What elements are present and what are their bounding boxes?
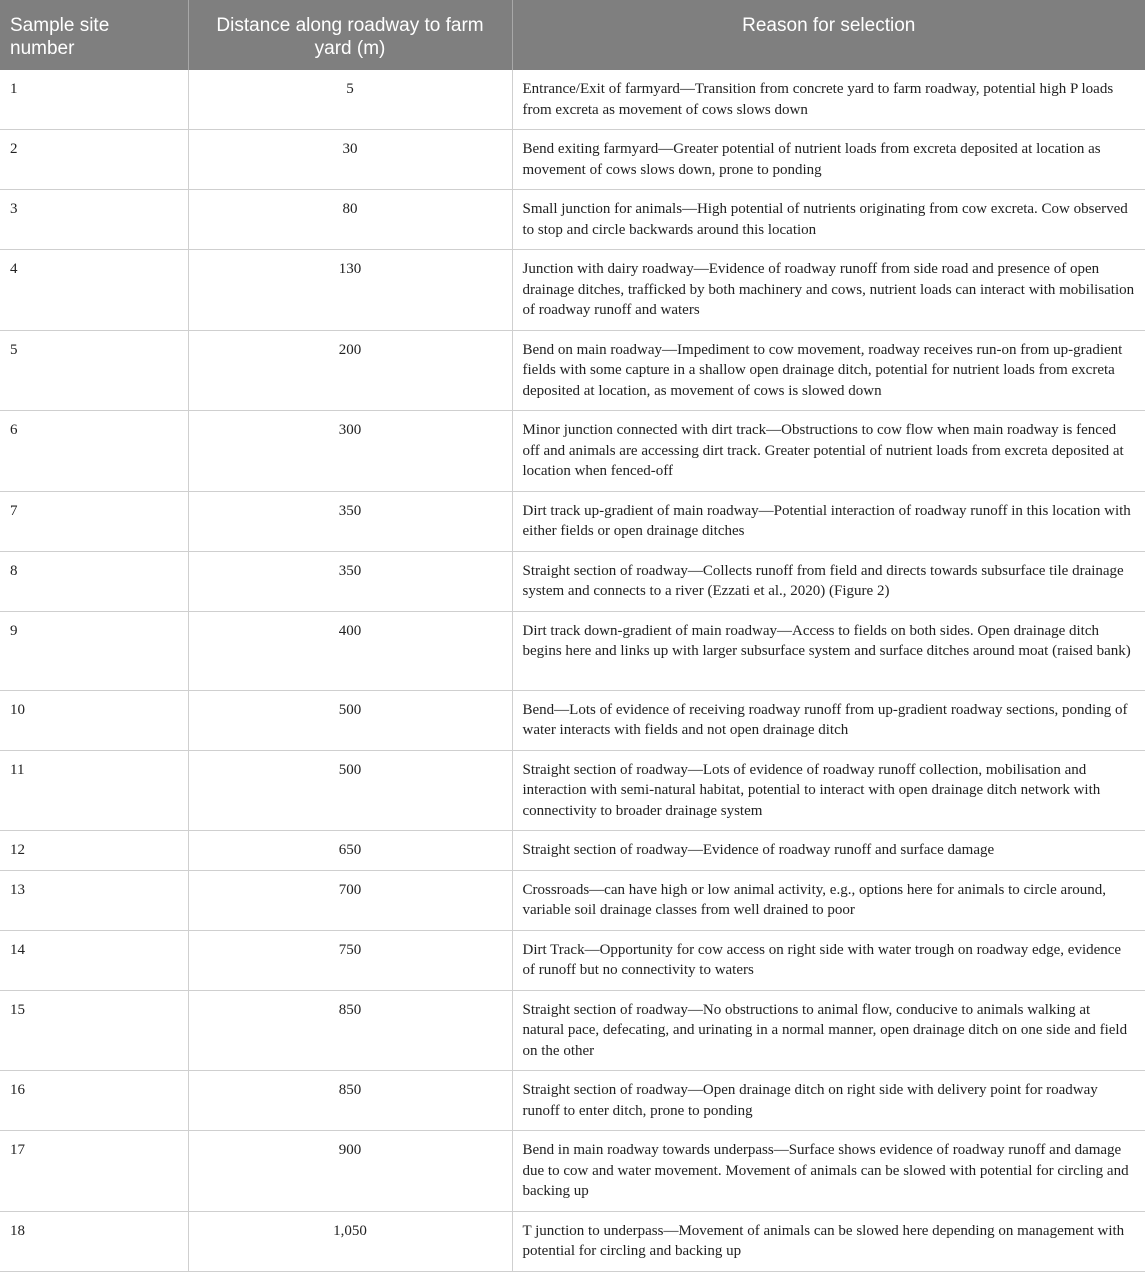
reason-cell: Straight section of roadway—Collects runoff from field and directs towards subsurface tile drainage system and connects to a river (Ezzati et al., 2020) (Figure 2)	[512, 551, 1145, 611]
site-number-cell: 17	[0, 1131, 188, 1212]
reason-cell: T junction to underpass—Movement of animals can be slowed here depending on management with potential for circling and backing up	[512, 1211, 1145, 1271]
table-body	[0, 70, 1145, 1271]
site-number-cell: 3	[0, 190, 188, 250]
site-number-cell: 7	[0, 491, 188, 551]
reason-cell: Bend exiting farmyard—Greater potential of nutrient loads from excreta deposited at location as movement of cows slows down, prone to ponding	[512, 130, 1145, 190]
header-reason: Reason for selection	[512, 0, 1145, 70]
table-row	[0, 190, 1145, 250]
table-row	[0, 750, 1145, 831]
reason-cell: Dirt track up-gradient of main roadway—Potential interaction of roadway runoff in this location with either fields or open drainage ditches	[512, 491, 1145, 551]
distance-cell: 130	[188, 250, 512, 331]
distance-cell: 500	[188, 690, 512, 750]
distance-cell: 30	[188, 130, 512, 190]
site-number-cell: 9	[0, 611, 188, 690]
reason-cell: Small junction for animals—High potential of nutrients originating from cow excreta. Cow observed to stop and circle backwards around this location	[512, 190, 1145, 250]
table-row	[0, 491, 1145, 551]
site-number-cell: 2	[0, 130, 188, 190]
distance-cell: 200	[188, 330, 512, 411]
distance-cell: 850	[188, 990, 512, 1071]
distance-cell: 5	[188, 70, 512, 130]
reason-cell: Straight section of roadway—Evidence of roadway runoff and surface damage	[512, 831, 1145, 871]
distance-cell: 700	[188, 870, 512, 930]
table-row	[0, 70, 1145, 130]
site-number-cell: 1	[0, 70, 188, 130]
table-row	[0, 330, 1145, 411]
table-row	[0, 1131, 1145, 1212]
site-number-cell: 11	[0, 750, 188, 831]
table-row	[0, 990, 1145, 1071]
reason-cell: Dirt track down-gradient of main roadway—Access to fields on both sides. Open drainage ditch begins here and links up with larger subsurface system and surface ditches around moat (raised bank)	[512, 611, 1145, 690]
table-row	[0, 930, 1145, 990]
site-number-cell: 16	[0, 1071, 188, 1131]
distance-cell: 900	[188, 1131, 512, 1212]
distance-cell: 850	[188, 1071, 512, 1131]
distance-cell: 1,050	[188, 1211, 512, 1271]
distance-cell: 750	[188, 930, 512, 990]
reason-cell: Minor junction connected with dirt track—Obstructions to cow flow when main roadway is fenced off and animals are accessing dirt track. Greater potential of nutrient loads from excreta deposited at location when fenced-off	[512, 411, 1145, 492]
site-number-cell: 5	[0, 330, 188, 411]
reason-cell: Straight section of roadway—Lots of evidence of roadway runoff collection, mobilisation and interaction with semi-natural habitat, potential to interact with open drainage ditch network with connectivity to broader drainage system	[512, 750, 1145, 831]
table-row	[0, 411, 1145, 492]
distance-cell: 80	[188, 190, 512, 250]
site-number-cell: 8	[0, 551, 188, 611]
distance-cell: 350	[188, 551, 512, 611]
table-row	[0, 130, 1145, 190]
header-site-number: Sample site number	[0, 0, 188, 70]
table-header	[0, 0, 1145, 70]
site-number-cell: 15	[0, 990, 188, 1071]
table-row	[0, 551, 1145, 611]
table-row	[0, 870, 1145, 930]
table-row	[0, 250, 1145, 331]
reason-cell: Straight section of roadway—Open drainage ditch on right side with delivery point for roadway runoff to enter ditch, prone to ponding	[512, 1071, 1145, 1131]
distance-cell: 350	[188, 491, 512, 551]
site-number-cell: 4	[0, 250, 188, 331]
table-row	[0, 1211, 1145, 1271]
site-number-cell: 18	[0, 1211, 188, 1271]
reason-cell: Dirt Track—Opportunity for cow access on right side with water trough on roadway edge, evidence of runoff but no connectivity to waters	[512, 930, 1145, 990]
reason-cell: Junction with dairy roadway—Evidence of roadway runoff from side road and presence of open drainage ditches, trafficked by both machinery and cows, nutrient loads can interact with mobilisation of roadway runoff and waters	[512, 250, 1145, 331]
site-number-cell: 10	[0, 690, 188, 750]
header-row	[0, 0, 1145, 70]
distance-cell: 500	[188, 750, 512, 831]
distance-cell: 400	[188, 611, 512, 690]
header-distance: Distance along roadway to farm yard (m)	[188, 0, 512, 70]
table-row	[0, 1071, 1145, 1131]
reason-cell: Straight section of roadway—No obstructions to animal flow, conducive to animals walking at natural pace, defecating, and urinating in a normal manner, open drainage ditch on one side and field on the other	[512, 990, 1145, 1071]
reason-cell: Bend in main roadway towards underpass—Surface shows evidence of roadway runoff and damage due to cow and water movement. Movement of animals can be slowed with potential for circling and backing up	[512, 1131, 1145, 1212]
site-number-cell: 6	[0, 411, 188, 492]
table-row	[0, 690, 1145, 750]
reason-cell: Crossroads—can have high or low animal activity, e.g., options here for animals to circle around, variable soil drainage classes from well drained to poor	[512, 870, 1145, 930]
table-row	[0, 831, 1145, 871]
site-number-cell: 13	[0, 870, 188, 930]
table-row	[0, 611, 1145, 690]
reason-cell: Entrance/Exit of farmyard—Transition from concrete yard to farm roadway, potential high P loads from excreta as movement of cows slows down	[512, 70, 1145, 130]
distance-cell: 300	[188, 411, 512, 492]
reason-cell: Bend on main roadway—Impediment to cow movement, roadway receives run-on from up-gradient fields with some capture in a shallow open drainage ditch, potential for nutrient loads from excreta deposited at location, as movement of cows is slowed down	[512, 330, 1145, 411]
site-number-cell: 14	[0, 930, 188, 990]
site-number-cell: 12	[0, 831, 188, 871]
distance-cell: 650	[188, 831, 512, 871]
reason-cell: Bend—Lots of evidence of receiving roadway runoff from up-gradient roadway sections, ponding of water interacts with fields and not open drainage ditch	[512, 690, 1145, 750]
